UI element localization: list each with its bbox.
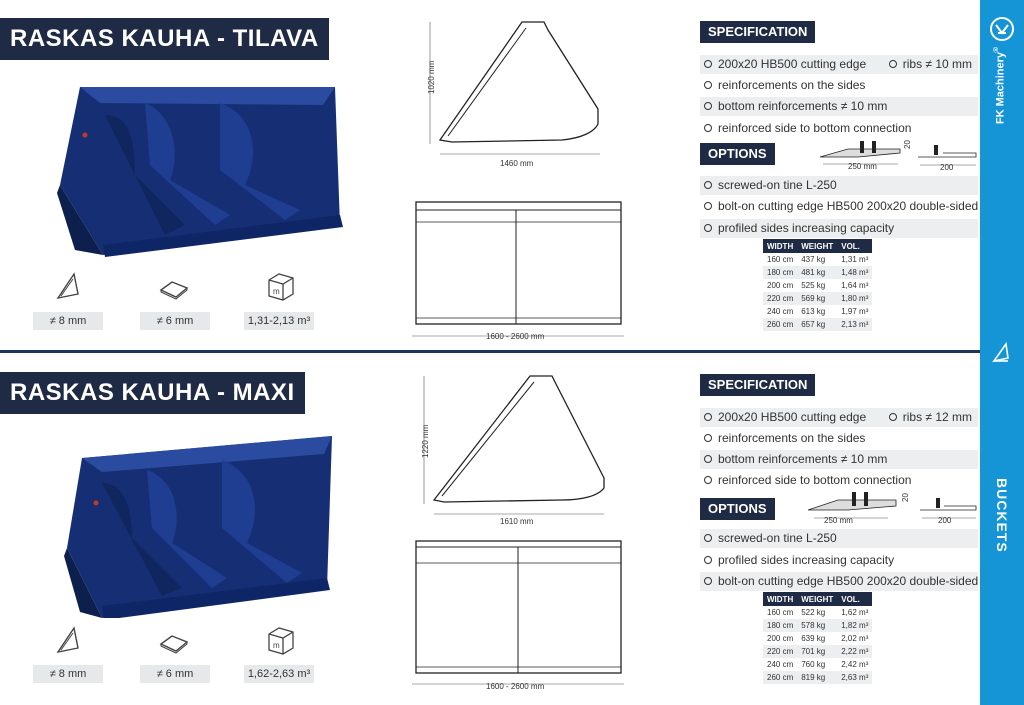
feature-value: 1,31-2,13 m³ (244, 312, 314, 330)
feature-value: ≠ 6 mm (140, 312, 210, 330)
specification-header: SPECIFICATION (700, 374, 815, 396)
spec-item: reinforced side to bottom connection (700, 119, 978, 138)
specification-header: SPECIFICATION (700, 21, 815, 43)
brand-name: FK Machinery® (992, 45, 1007, 125)
sheet-plate-icon (158, 626, 190, 658)
spec-item: 200x20 HB500 cutting edge ribs ≠ 10 mm (700, 55, 978, 74)
bucket-image (62, 428, 337, 618)
table-row: 240 cm 760 kg 2,42 m³ (767, 660, 869, 669)
option-tine-drawing (818, 135, 978, 175)
spec-item: reinforcements on the sides (700, 76, 978, 95)
svg-text:m: m (273, 641, 280, 650)
option-tine-drawing (806, 488, 978, 530)
side-profile-drawing (412, 14, 612, 174)
spec-item: reinforcements on the sides (700, 429, 978, 448)
option-item: bolt-on cutting edge HB500 200x20 double-sided (700, 572, 978, 591)
svg-text:250 mm: 250 mm (824, 516, 853, 525)
front-view-drawing (408, 537, 628, 697)
option-item: bolt-on cutting edge HB500 200x20 double-sided (700, 197, 978, 216)
volume-cube-icon (265, 624, 297, 656)
svg-text:20: 20 (903, 140, 912, 149)
table-row: 260 cm 819 kg 2,63 m³ (763, 671, 872, 684)
table-row: 220 cm 569 kg 1,80 m³ (763, 292, 872, 305)
options-header: OPTIONS (700, 143, 775, 165)
spec-item: reinforced side to bottom connection (700, 471, 978, 490)
feature-value: 1,62-2,63 m³ (244, 665, 314, 683)
svg-text:m: m (273, 287, 280, 296)
height-dimension: 1020 mm (427, 60, 436, 94)
svg-text:250 mm: 250 mm (848, 162, 877, 171)
spec-item: 200x20 HB500 cutting edge ribs ≠ 12 mm (700, 408, 978, 427)
spec-item: bottom reinforcements ≠ 10 mm (700, 97, 978, 116)
table-row: 200 cm 525 kg 1,64 m³ (767, 281, 869, 290)
spec-item: bottom reinforcements ≠ 10 mm (700, 450, 978, 469)
section-title: BUCKETS (994, 478, 1010, 553)
option-item: screwed-on tine L-250 (700, 176, 978, 195)
volume-cube-icon (265, 270, 297, 302)
bucket-profile-icon (52, 624, 84, 656)
table-row: 200 cm 639 kg 2,02 m³ (767, 634, 869, 643)
table-row: 180 cm 481 kg 1,48 m³ (763, 266, 872, 279)
side-profile-drawing (412, 368, 612, 530)
svg-text:200: 200 (938, 516, 952, 525)
option-item: screwed-on tine L-250 (700, 529, 978, 548)
width-dimension: 1600 - 2600 mm (486, 332, 545, 341)
bucket-profile-icon (52, 270, 84, 302)
bucket-section-icon (988, 340, 1014, 366)
feature-value: ≠ 8 mm (33, 665, 103, 683)
table-row: 260 cm 657 kg 2,13 m³ (763, 318, 872, 331)
table-row: 160 cm 437 kg 1,31 m³ (767, 255, 869, 264)
table-row: 220 cm 701 kg 2,22 m³ (763, 645, 872, 658)
section-divider (0, 350, 980, 353)
table-row: 180 cm 578 kg 1,82 m³ (763, 619, 872, 632)
table-row: 160 cm 522 kg 1,62 m³ (767, 608, 869, 617)
product-title: RASKAS KAUHA - TILAVA (0, 18, 329, 60)
svg-text:200: 200 (940, 163, 954, 172)
options-header: OPTIONS (700, 498, 775, 520)
dimensions-table: WIDTH WEIGHT VOL. 160 cm 437 kg 1,31 m³ 180 cm 481 kg 1,48 m³ 200 cm 525 kg 1,64 m³ 220 cm 569 kg 1,80 m³ 240 cm 613 kg 1,97 m³ 260 cm 657 kg 2,13 m³ (763, 239, 872, 331)
table-row: 240 cm 613 kg 1,97 m³ (767, 307, 869, 316)
depth-dimension: 1610 mm (500, 517, 534, 526)
dimensions-table: WIDTH WEIGHT VOL. 160 cm 522 kg 1,62 m³ 180 cm 578 kg 1,82 m³ 200 cm 639 kg 2,02 m³ 220 cm 701 kg 2,22 m³ 240 cm 760 kg 2,42 m³ 260 cm 819 kg 2,63 m³ (763, 592, 872, 684)
brand-logo-icon (987, 14, 1017, 44)
width-dimension: 1600 - 2600 mm (486, 682, 545, 691)
height-dimension: 1220 mm (421, 424, 430, 458)
option-item: profiled sides increasing capacity (700, 551, 978, 570)
sheet-plate-icon (158, 272, 190, 304)
depth-dimension: 1460 mm (500, 159, 534, 168)
svg-text:20: 20 (901, 493, 910, 502)
feature-value: ≠ 6 mm (140, 665, 210, 683)
bucket-image (55, 75, 350, 260)
option-item: profiled sides increasing capacity (700, 219, 978, 238)
product-title: RASKAS KAUHA - MAXI (0, 372, 305, 414)
feature-value: ≠ 8 mm (33, 312, 103, 330)
front-view-drawing (408, 198, 628, 348)
